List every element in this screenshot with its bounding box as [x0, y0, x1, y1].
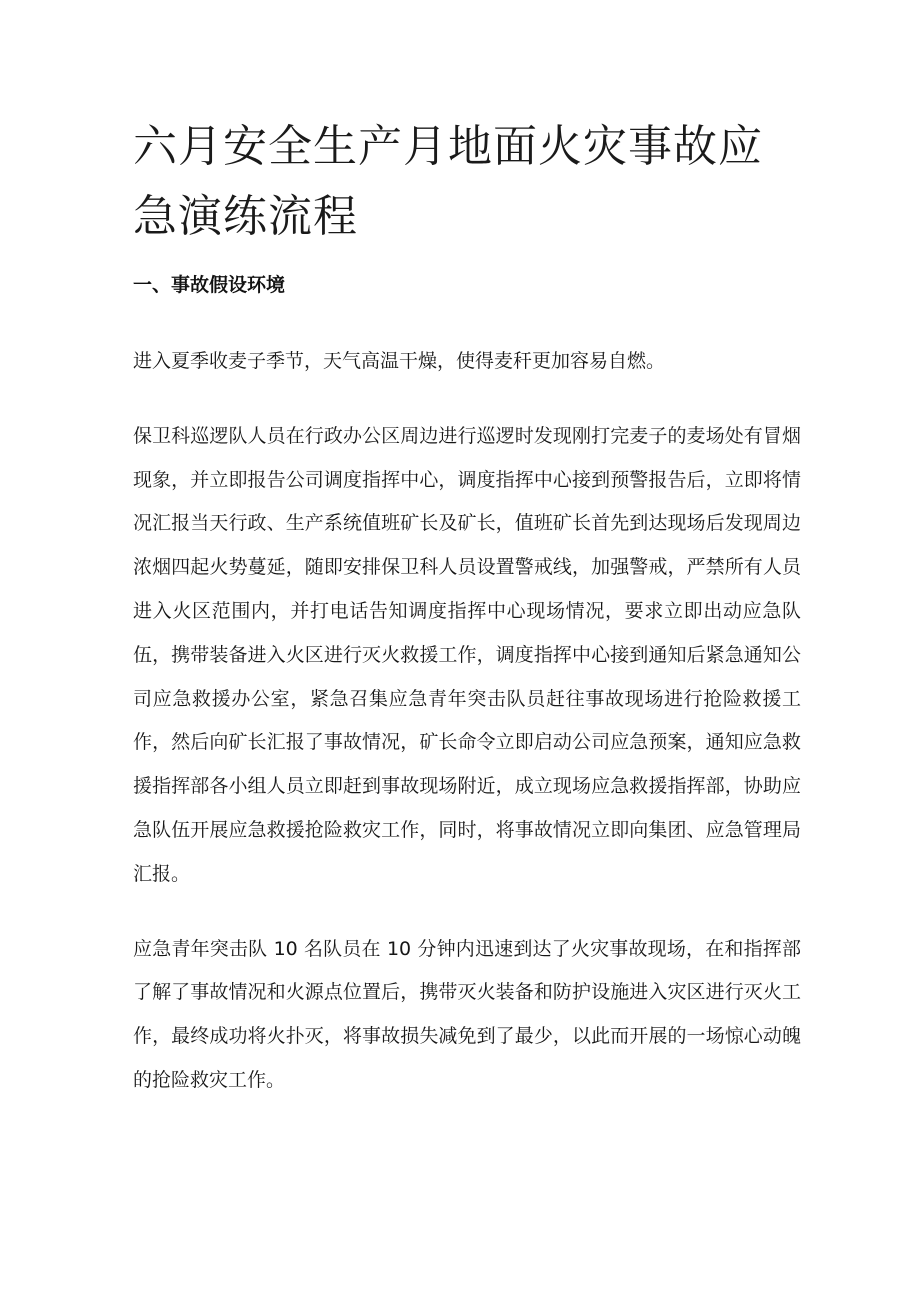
section-heading: 一、事故假设环境 — [133, 274, 286, 296]
paragraph-incident: 保卫科巡逻队人员在行政办公区周边进行巡逻时发现刚打完麦子的麦场处有冒烟现象，并立即报告公司调度指挥中心，调度指挥中心接到预警报告后，立即将情况汇报当天行政、生产系统值班矿长及矿长，值班矿长首先到达现场后发现周边浓烟四起火势蔓延，随即安排保卫科人员设置警戒线，加强警戒，严禁所有人员进入火区范围内，并打电话告知调度指挥中心现场情况，要求立即出动应急队伍，携带装备进入火区进行灭火救援工作，调度指挥中心接到通知后紧急通知公司应急救援办公室，紧急召集应急青年突击队员赶往事故现场进行抢险救援工作，然后向矿长汇报了事故情况，矿长命令立即启动公司应急预案，通知应急救援指挥部各小组人员立即赶到事故现场附近，成立现场应急救援指挥部，协助应急队伍开展应急救援抢险救灾工作，同时，将事故情况立即向集团、应急管理局汇报。 — [133, 424, 801, 885]
document-title: 六月安全生产月地面火灾事故应急演练流程 — [133, 121, 763, 242]
paragraph-intro: 进入夏季收麦子季节，天气高温干燥，使得麦秆更加容易自燃。 — [133, 350, 666, 372]
paragraph-response: 应急青年突击队 10 名队员在 10 分钟内迅速到达了火灾事故现场，在和指挥部了解了事故情况和火源点位置后，携带灭火装备和防护设施进入灾区进行灭火工作，最终成功将火扑灭，将事故损失减免到了最少，以此而开展的一场惊心动魄的抢险救灾工作。 — [133, 937, 801, 1091]
document-body — [133, 112, 801, 1103]
